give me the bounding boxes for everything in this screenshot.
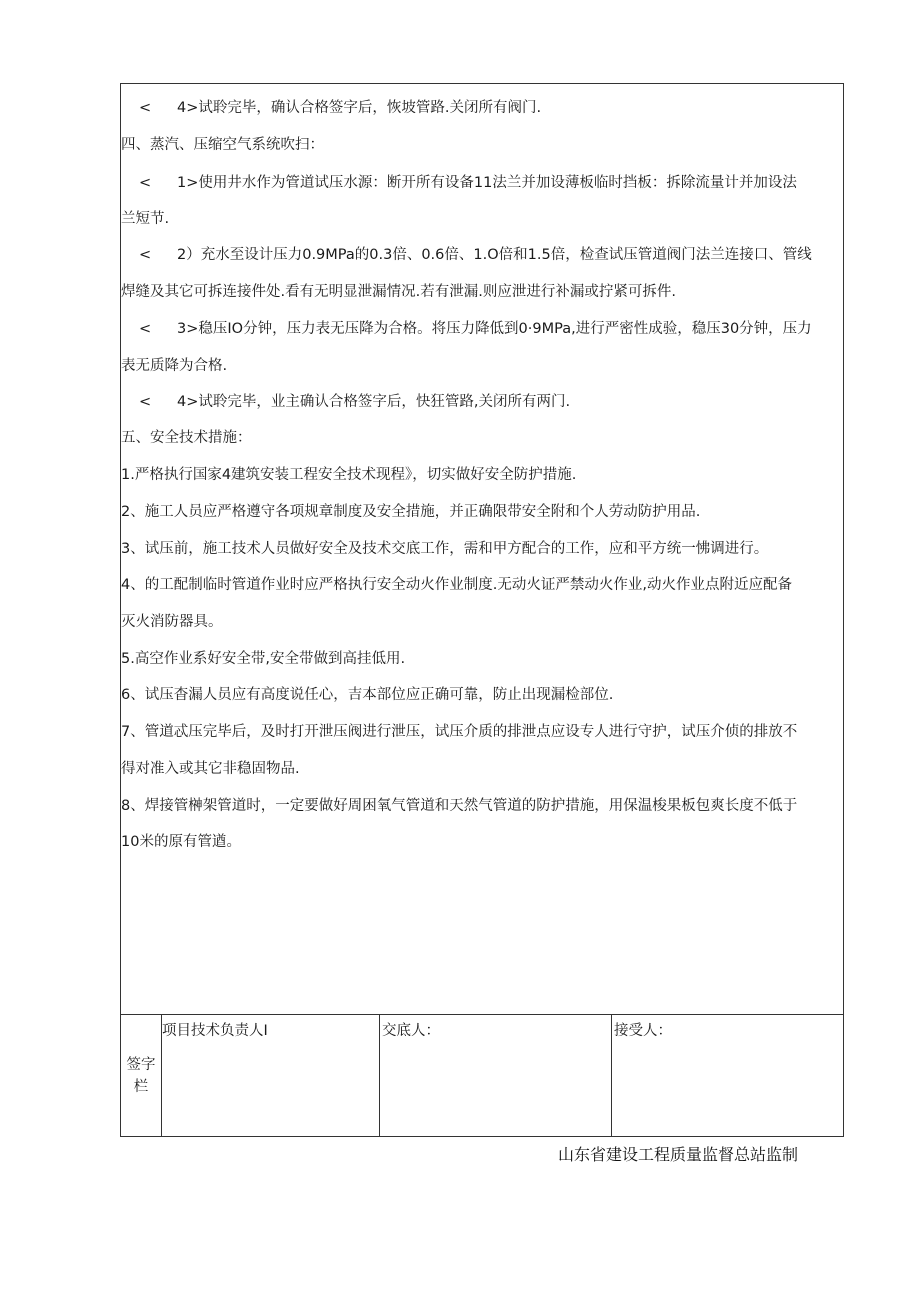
text-line: 表无质降为合格. xyxy=(121,358,228,374)
text-line: < 3>稳压IO分钟，压力表无压降为合格。将压力降低到0·9MPa,进行严密性成验，稳压30分钟，压力 xyxy=(139,321,812,337)
text-line: 2、施工人员应严格遵守各项规章制度及安全措施，并正确限带安全附和个人劳动防护用品. xyxy=(121,504,701,520)
section-heading: 四、蒸汽、压缩空气系统吹扫： xyxy=(121,137,324,153)
text-line: < 4>试聆完毕，确认合格签字后，恢坡管路.关闭所有阀门. xyxy=(139,100,542,116)
tech-lead-signature-cell[interactable] xyxy=(162,1014,380,1137)
text-line: 灭火消防器具。 xyxy=(121,614,223,630)
signature-row xyxy=(121,1014,843,1137)
text-line: 6、试压杳漏人员应有高度说任心，吉本部位应正确可靠，防止出现漏检部位. xyxy=(121,687,614,703)
text-line: 4、的工配制临时管道作业时应严格执行安全动火作业制度.无动火证严禁动火作业,动火作业点附近应配备 xyxy=(121,577,792,593)
text-line: 3、试压前，施工技术人员做好安全及技术交底工作，需和甲方配合的工作，应和平方统一怫调进行。 xyxy=(121,541,769,557)
text-line: < 2）充水至设计压力0.9MPa的0.3倍、0.6倍、1.O倍和1.5倍，检查试压管道阀门法兰连接口、管线 xyxy=(139,247,812,263)
text-line: 10米的原有管遒。 xyxy=(121,834,241,850)
text-line: < 4>试聆完毕，业主确认合格签字后，快狂管路,关闭所有两门. xyxy=(139,394,571,410)
text-line: 兰短节. xyxy=(121,211,170,227)
text-line: 8、焊接管榊架管道时，一定要做好周困氧气管道和天然气管道的防护措施，用保温梭果板包爽长度不低于 xyxy=(121,798,798,814)
signature-label: 签字 栏 xyxy=(121,1014,162,1137)
section-heading: 五、安全技术措施： xyxy=(121,430,252,446)
text-line: 1.严格执行国家4建筑安装工程安全技术现程》，切实做好安全防护措施. xyxy=(121,467,577,483)
content-area xyxy=(121,84,843,1015)
text-line: 7、管道忒压完毕后，及时打开泄压阀进行泄压，试压介质的排泄点应设专人进行守护，试压介侦的排放不 xyxy=(121,724,798,740)
issuer-footer: 山东省建设工程质量监督总站监制 xyxy=(558,1147,799,1164)
text-line: 5.高空作业系好安全带,安全带做到高挂低用. xyxy=(121,651,406,667)
disclosure-form xyxy=(120,83,844,1137)
tech-lead-label: 项目技术负责人I xyxy=(162,1023,268,1039)
receiver-signature-cell[interactable] xyxy=(612,1014,843,1137)
discloser-label: 交底人： xyxy=(382,1023,440,1039)
text-line: 得对准入或其它非稳固物品. xyxy=(121,761,300,777)
receiver-label: 接受人： xyxy=(614,1023,672,1039)
discloser-signature-cell[interactable] xyxy=(380,1014,612,1137)
text-line: < 1>使用井水作为管道试压水源：断开所有设备11法兰并加设薄板临时挡板：拆除流量计并加设法 xyxy=(139,175,797,191)
text-line: 焊缝及其它可拆连接件处.看有无明显泄漏情况.若有泄漏.则应泄进行补漏或拧紧可拆件. xyxy=(121,284,676,300)
